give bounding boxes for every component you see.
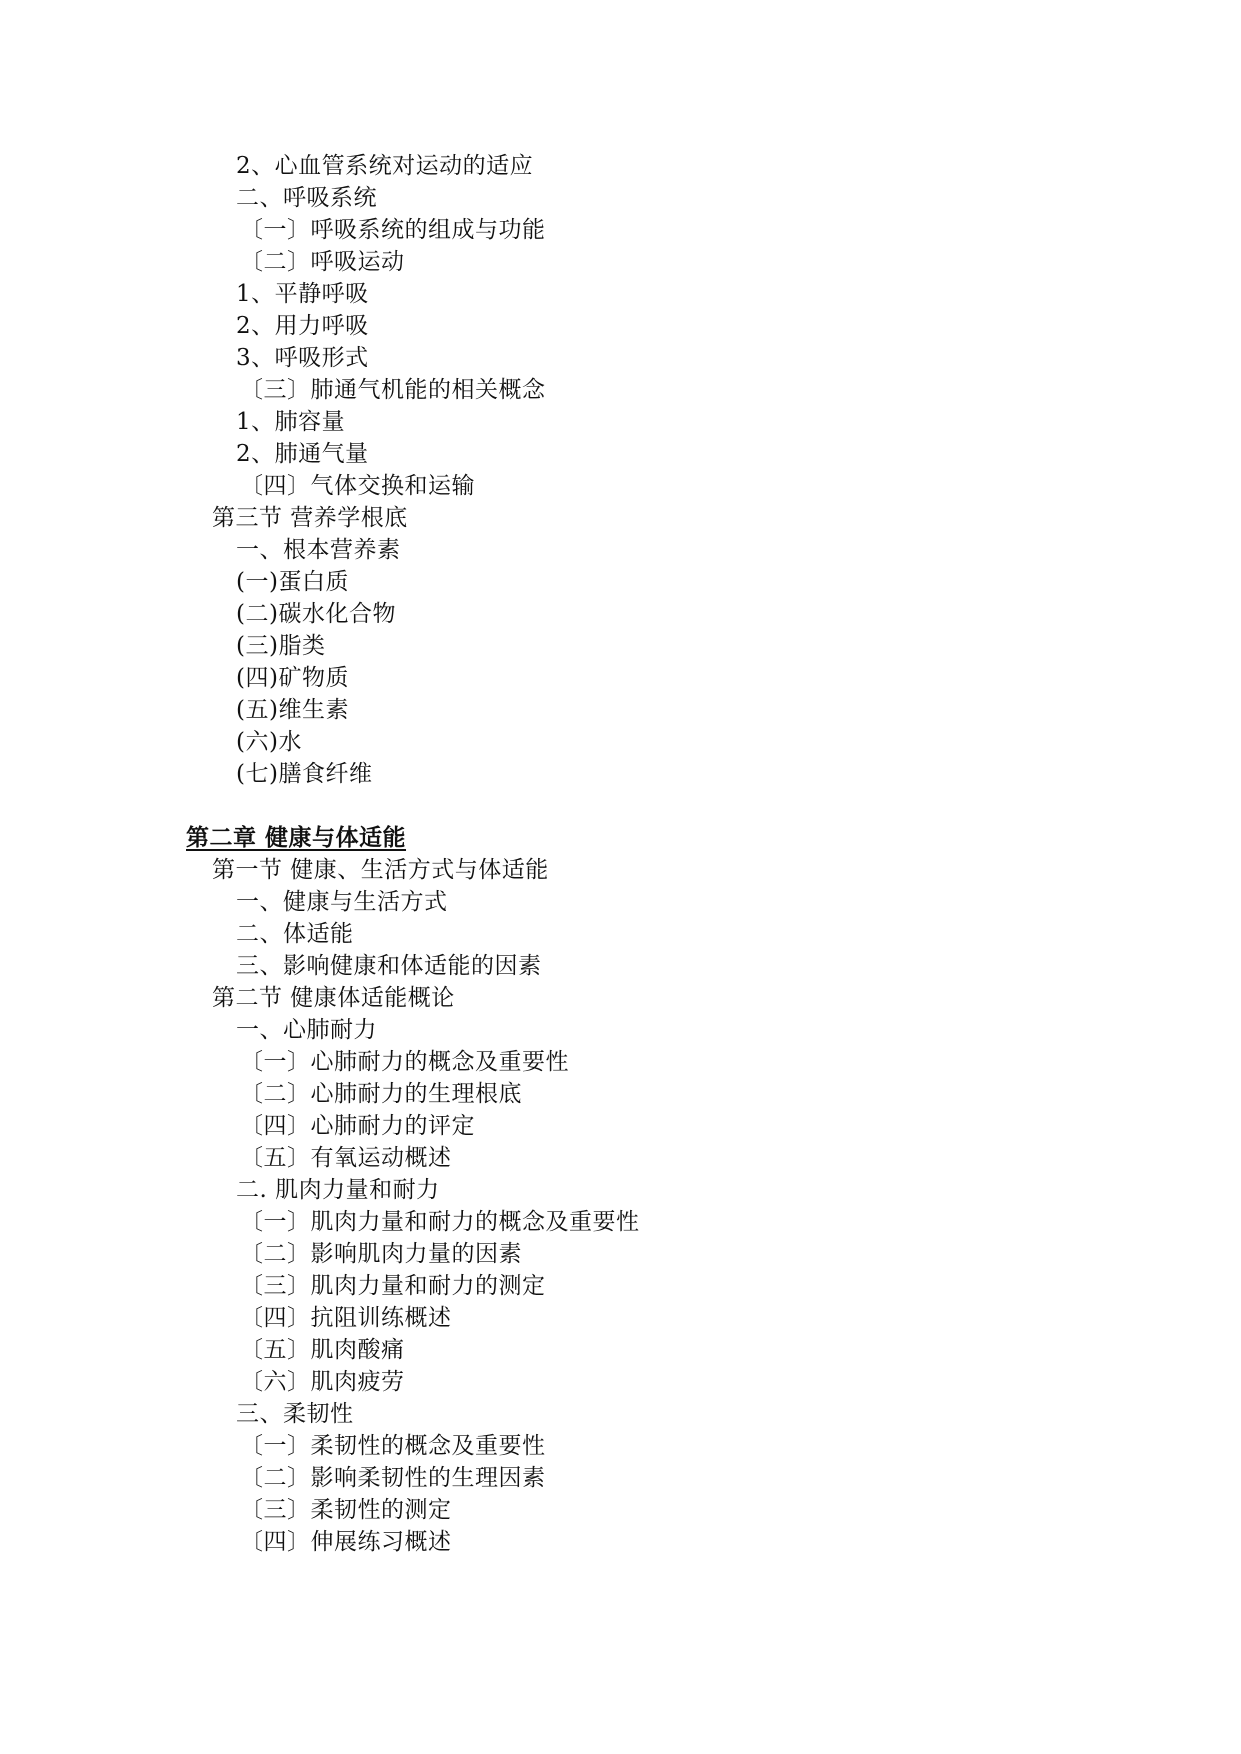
toc-line: 〔四〕伸展练习概述 — [240, 1529, 452, 1555]
toc-line: 2、用力呼吸 — [236, 313, 369, 339]
toc-line: 〔一〕心肺耐力的概念及重要性 — [240, 1049, 569, 1075]
section-title: 第三节 营养学根底 — [212, 505, 408, 531]
toc-line: (五)维生素 — [236, 697, 349, 723]
toc-line: 三、柔韧性 — [236, 1401, 354, 1427]
toc-line: 一、根本营养素 — [236, 537, 401, 563]
toc-line: 〔五〕有氧运动概述 — [240, 1145, 452, 1171]
toc-line: 〔五〕肌肉酸痛 — [240, 1337, 405, 1363]
toc-line: 1、平静呼吸 — [236, 281, 369, 307]
toc-line: 1、肺容量 — [236, 409, 346, 435]
toc-line: 〔二〕影响肌肉力量的因素 — [240, 1241, 522, 1267]
toc-line: 〔三〕肺通气机能的相关概念 — [240, 377, 546, 403]
toc-line: 〔一〕肌肉力量和耐力的概念及重要性 — [240, 1209, 640, 1235]
toc-line: (一)蛋白质 — [236, 569, 349, 595]
toc-line: 二、体适能 — [236, 921, 354, 947]
toc-line: 〔一〕呼吸系统的组成与功能 — [240, 217, 546, 243]
toc-line: 三、影响健康和体适能的因素 — [236, 953, 542, 979]
toc-line: 2、心血管系统对运动的适应 — [236, 153, 534, 179]
toc-line: 〔六〕肌肉疲劳 — [240, 1369, 405, 1395]
toc-line: 〔三〕柔韧性的测定 — [240, 1497, 452, 1523]
toc-line: 〔二〕呼吸运动 — [240, 249, 405, 275]
toc-line: (六)水 — [236, 729, 302, 755]
toc-line: 二、呼吸系统 — [236, 185, 377, 211]
toc-line: (四)矿物质 — [236, 665, 349, 691]
toc-line: 二. 肌肉力量和耐力 — [236, 1177, 440, 1203]
section-title: 第一节 健康、生活方式与体适能 — [212, 857, 549, 883]
toc-line: 一、健康与生活方式 — [236, 889, 448, 915]
toc-line: (二)碳水化合物 — [236, 601, 396, 627]
toc-line: 〔三〕肌肉力量和耐力的测定 — [240, 1273, 546, 1299]
toc-line: 〔四〕心肺耐力的评定 — [240, 1113, 475, 1139]
toc-line: 〔四〕气体交换和运输 — [240, 473, 475, 499]
toc-line: (七)膳食纤维 — [236, 761, 373, 787]
chapter-title: 第二章 健康与体适能 — [186, 824, 407, 851]
toc-line: 〔四〕抗阻训练概述 — [240, 1305, 452, 1331]
section-title: 第二节 健康体适能概论 — [212, 985, 455, 1011]
toc-line: 3、呼吸形式 — [236, 345, 369, 371]
toc-line: 2、肺通气量 — [236, 441, 369, 467]
toc-line: 〔一〕柔韧性的概念及重要性 — [240, 1433, 546, 1459]
toc-line: 〔二〕影响柔韧性的生理因素 — [240, 1465, 546, 1491]
toc-line: 〔二〕心肺耐力的生理根底 — [240, 1081, 522, 1107]
toc-line: (三)脂类 — [236, 633, 326, 659]
toc-line: 一、心肺耐力 — [236, 1017, 377, 1043]
